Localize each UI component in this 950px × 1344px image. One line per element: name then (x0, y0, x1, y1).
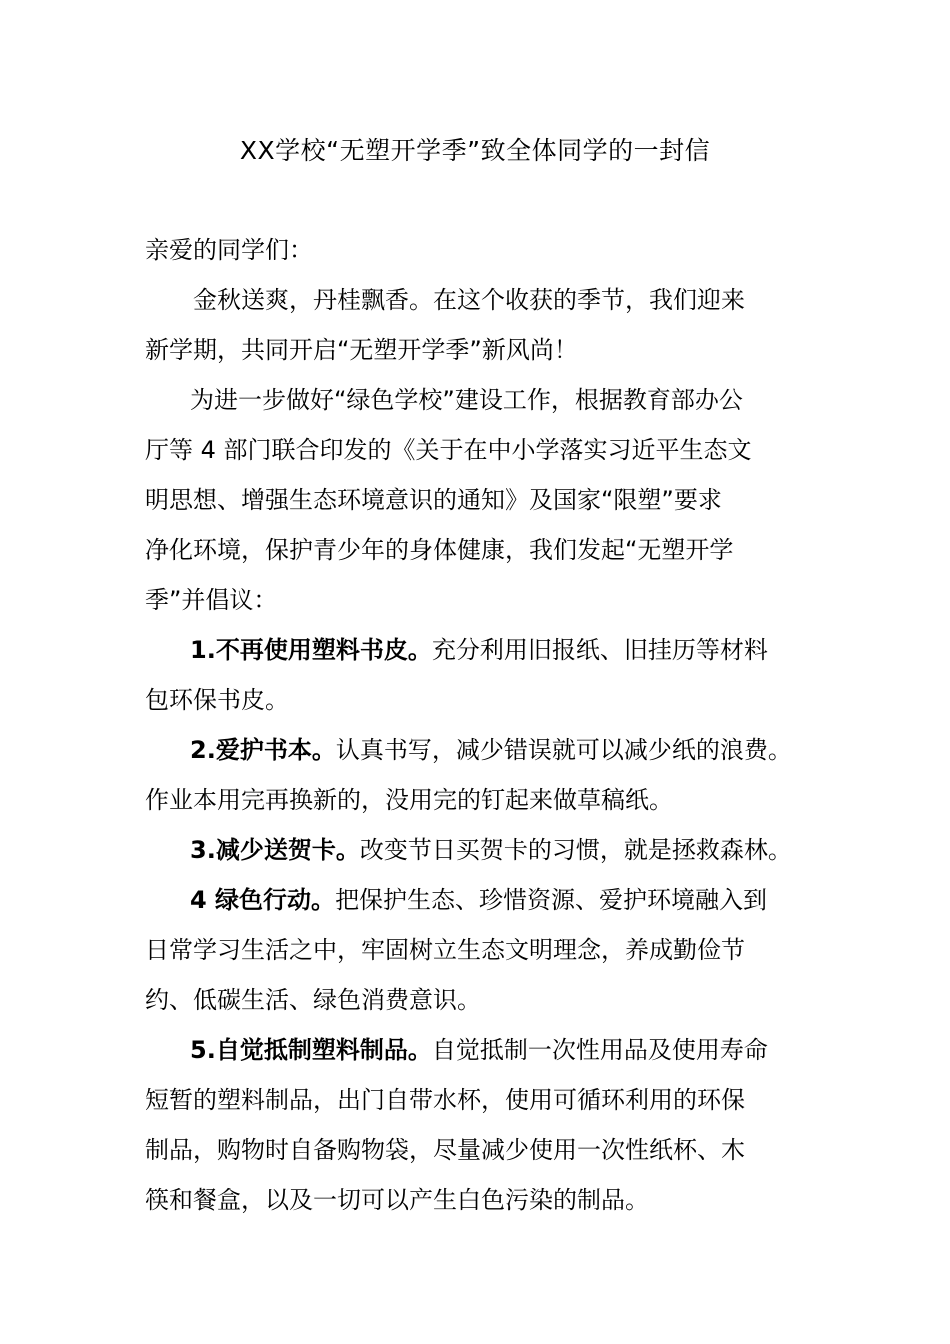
item-4-line-2: 日常学习生活之中，牢固树立生态文明理念，养成勤俭节 (145, 936, 745, 964)
item-4-line-3: 约、低碳生活、绿色消费意识。 (145, 986, 481, 1014)
item-3-heading: 3.减少送贺卡。 (190, 836, 360, 864)
item-3-text: 改变节日买贺卡的习惯，就是拯救森林。 (359, 836, 792, 864)
item-5-line-3: 制品，购物时自备购物袋，尽量减少使用一次性纸杯、木 (145, 1136, 745, 1164)
item-4-heading: 4 绿色行动。 (190, 886, 336, 914)
item-2-line-2: 作业本用完再换新的，没用完的钉起来做草稿纸。 (145, 786, 673, 814)
item-2-line-1 (145, 725, 825, 775)
item-5-line-4: 筷和餐盒，以及一切可以产生白色污染的制品。 (145, 1186, 649, 1214)
letter-body (145, 225, 825, 1225)
paragraph-1-line-1: 金秋送爽，丹桂飘香。在这个收获的季节，我们迎来 (193, 286, 745, 314)
item-1-line-1 (145, 625, 825, 675)
item-4-text: 把保护生态、珍惜资源、爱护环境融入到 (335, 886, 768, 914)
item-5-text: 自觉抵制一次性用品及使用寿命 (431, 1036, 768, 1064)
item-3-line-1 (145, 825, 825, 875)
greeting: 亲爱的同学们： (145, 236, 313, 264)
paragraph-2-line-4: 净化环境，保护青少年的身体健康，我们发起“无塑开学 (145, 536, 734, 564)
item-1-text: 充分利用旧报纸、旧挂历等材料 (431, 636, 768, 664)
item-5-line-1 (145, 1025, 825, 1075)
paragraph-1-line-2: 新学期，共同开启“无塑开学季”新风尚！ (145, 336, 578, 364)
item-2-text: 认真书写，减少错误就可以减少纸的浪费。 (335, 736, 792, 764)
paragraph-2-line-1: 为进一步做好“绿色学校”建设工作，根据教育部办公 (190, 386, 743, 414)
item-2-heading: 2.爱护书本。 (190, 736, 336, 764)
item-5-line-2: 短暂的塑料制品，出门自带水杯，使用可循环利用的环保 (145, 1086, 745, 1114)
paragraph-2-line-2: 厅等 4 部门联合印发的《关于在中小学落实习近平生态文 (145, 436, 752, 464)
paragraph-2-line-3: 明思想、增强生态环境意识的通知》及国家“限塑”要求 (145, 486, 722, 514)
item-1-line-2: 包环保书皮。 (145, 686, 289, 714)
document-title: XX学校“无塑开学季”致全体同学的一封信 (239, 136, 711, 165)
item-1-heading: 1.不再使用塑料书皮。 (190, 636, 432, 664)
paragraph-2-line-5: 季”并倡议： (145, 586, 278, 614)
item-5-heading: 5.自觉抵制塑料制品。 (190, 1036, 432, 1064)
item-4-line-1 (145, 875, 825, 925)
